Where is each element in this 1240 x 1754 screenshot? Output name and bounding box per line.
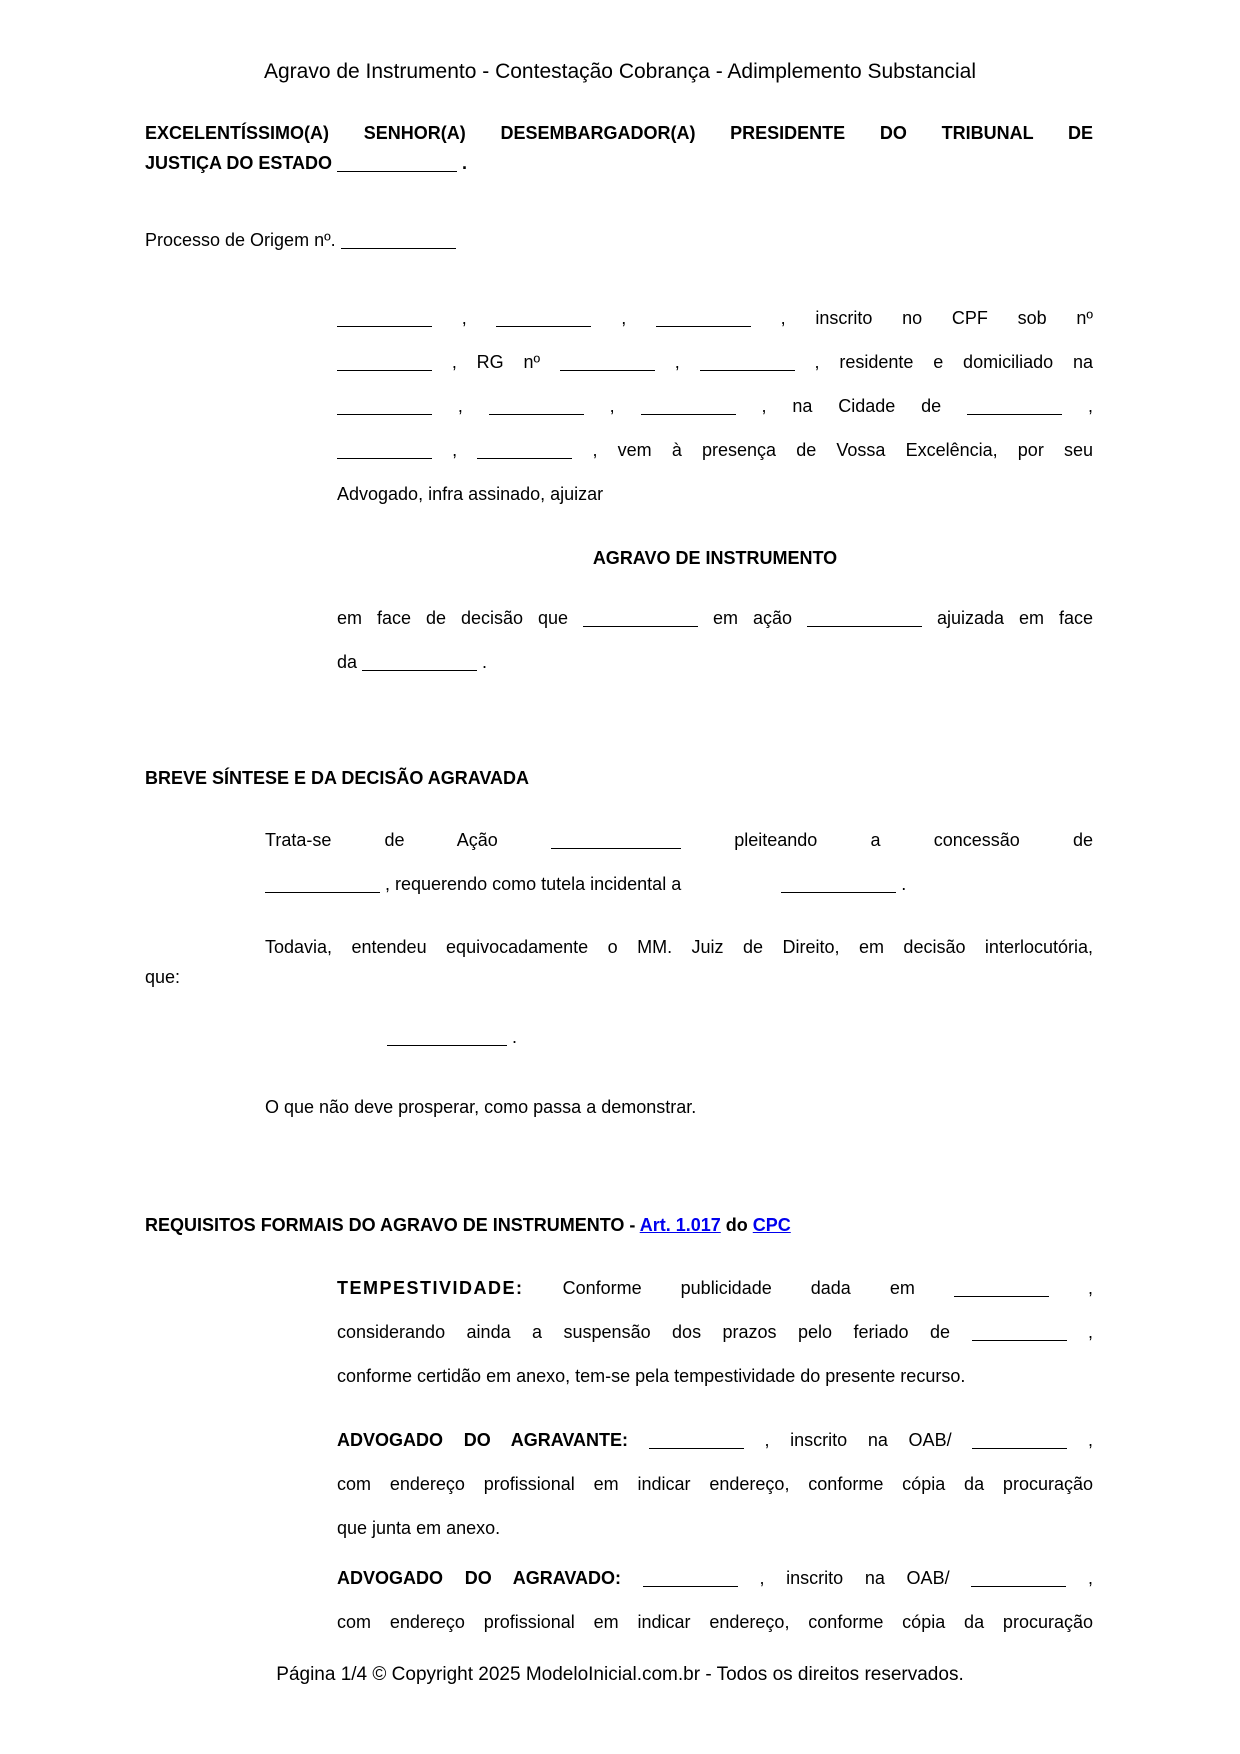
blank-field xyxy=(649,1444,744,1449)
blank-field xyxy=(972,1336,1067,1341)
blank-field xyxy=(265,888,380,893)
text-segment: , xyxy=(1087,1568,1093,1588)
blank-field xyxy=(337,454,432,459)
text-segment: , xyxy=(1087,1430,1093,1450)
tratase-paragraph xyxy=(265,818,1093,906)
qualification-paragraph xyxy=(337,296,1093,516)
text-segment: , xyxy=(1087,396,1093,416)
qualification-line xyxy=(337,428,1093,472)
blank-field xyxy=(337,167,457,172)
page-footer: Página 1/4 © Copyright 2025 ModeloInicial.com.br - Todos os direitos reservados. xyxy=(276,1664,964,1685)
text-segment: Conforme publicidade dada em xyxy=(562,1278,954,1298)
text-segment: em face de decisão que xyxy=(337,608,583,628)
text-segment: , inscrito no CPF sob nº xyxy=(780,308,1093,328)
blank-field xyxy=(583,622,698,627)
qualification-line xyxy=(337,384,1093,428)
text-segment: da xyxy=(337,652,363,672)
blank-field xyxy=(341,244,456,249)
text-segment: em ação xyxy=(712,608,807,628)
emface-paragraph xyxy=(337,596,1093,684)
advogado-agravante-paragraph xyxy=(337,1418,1093,1550)
text-segment: , RG nº xyxy=(451,352,560,372)
qualification-line: Advogado, infra assinado, ajuizar xyxy=(337,484,604,504)
agravado-line: com endereço profissional em indicar endereço, conforme cópia da procuração xyxy=(337,1612,1093,1632)
text-segment: JUSTIÇA DO ESTADO xyxy=(145,153,333,173)
requisitos-heading xyxy=(145,1203,1093,1247)
agravante-line: com endereço profissional em indicar endereço, conforme cópia da procuração xyxy=(337,1474,1093,1494)
tratase-line xyxy=(265,862,1093,906)
vocative-line-1: EXCELENTÍSSIMO(A) SENHOR(A) DESEMBARGADOR(A) PRESIDENTE DO TRIBUNAL DE xyxy=(145,123,1093,143)
text-segment: , na Cidade de xyxy=(761,396,968,416)
text-segment: , xyxy=(1087,1278,1093,1298)
text-segment: , xyxy=(621,308,656,328)
blank-field xyxy=(496,322,591,327)
blank-field xyxy=(643,1582,738,1587)
advogado-agravado-paragraph xyxy=(337,1556,1093,1644)
qualification-line xyxy=(337,340,1093,384)
tempestividade-label: TEMPESTIVIDADE: xyxy=(337,1278,524,1298)
text-segment: , xyxy=(452,440,478,460)
blank-field xyxy=(362,666,477,671)
blank-field xyxy=(387,1041,507,1046)
tempestividade-paragraph xyxy=(337,1266,1093,1398)
document-title: Agravo de Instrumento - Contestação Cobrança - Adimplemento Substancial xyxy=(263,60,977,83)
blank-field xyxy=(971,1582,1066,1587)
agravante-line: que junta em anexo. xyxy=(337,1518,501,1538)
text-segment: , inscrito na OAB/ xyxy=(764,1430,973,1450)
blank-field xyxy=(551,844,681,849)
decision-quote-blank xyxy=(387,1015,887,1059)
blank-field xyxy=(560,366,655,371)
agravante-label: ADVOGADO DO AGRAVANTE: xyxy=(337,1430,629,1450)
text-segment: , xyxy=(609,396,641,416)
text-segment: pleiteando a concessão de xyxy=(734,830,1093,850)
blank-field xyxy=(807,622,922,627)
blank-field xyxy=(656,322,751,327)
vocative-line-2 xyxy=(145,148,1093,178)
text-segment: , xyxy=(461,308,497,328)
blank-field xyxy=(641,410,736,415)
blank-field xyxy=(337,366,432,371)
blank-field xyxy=(781,888,896,893)
action-title: AGRAVO DE INSTRUMENTO xyxy=(592,548,838,568)
vocative-heading xyxy=(145,118,1093,178)
process-number-line xyxy=(145,218,1093,262)
text-segment: , requerendo como tutela incidental a xyxy=(385,874,687,894)
emface-line xyxy=(337,596,1093,640)
text-segment: ajuizada em face xyxy=(936,608,1093,628)
blank-field xyxy=(489,410,584,415)
agravante-line xyxy=(337,1418,1093,1462)
tratase-line xyxy=(265,818,1093,862)
todavia-line: que: xyxy=(145,967,181,987)
blank-field xyxy=(700,366,795,371)
cpc-link[interactable]: CPC xyxy=(752,1215,791,1235)
text-segment: REQUISITOS FORMAIS DO AGRAVO DE INSTRUMENTO - xyxy=(145,1215,640,1235)
text-segment: , xyxy=(457,396,489,416)
tempestividade-line xyxy=(337,1310,1093,1354)
text-segment: , xyxy=(1087,1322,1093,1342)
blank-field xyxy=(337,322,432,327)
todavia-paragraph xyxy=(145,932,1093,992)
text-segment: considerando ainda a suspensão dos prazos pelo feriado de xyxy=(337,1322,972,1342)
qualification-line xyxy=(337,296,1093,340)
text-segment: , xyxy=(674,352,700,372)
text-segment: Processo de Origem nº. xyxy=(145,230,336,250)
blank-field xyxy=(954,1292,1049,1297)
text-segment: . xyxy=(901,874,907,894)
text-segment: , inscrito na OAB/ xyxy=(759,1568,972,1588)
text-segment: . xyxy=(512,1027,518,1047)
agravado-line xyxy=(337,1556,1093,1600)
art-1017-link[interactable]: Art. 1.017 xyxy=(639,1215,721,1235)
text-segment: do xyxy=(720,1215,753,1235)
prosperar-line: O que não deve prosperar, como passa a demonstrar. xyxy=(265,1097,697,1117)
blank-field xyxy=(967,410,1062,415)
text-segment: . xyxy=(482,652,488,672)
blank-field xyxy=(337,410,432,415)
todavia-line: Todavia, entendeu equivocadamente o MM. Juiz de Direito, em decisão interlocutória, xyxy=(265,937,1093,957)
blank-field xyxy=(972,1444,1067,1449)
tempestividade-line xyxy=(337,1266,1093,1310)
agravado-label: ADVOGADO DO AGRAVADO: xyxy=(337,1568,622,1588)
blank-field xyxy=(477,454,572,459)
text-segment: , residente e domiciliado na xyxy=(814,352,1093,372)
text-segment: . xyxy=(462,153,468,173)
text-segment: Trata-se de Ação xyxy=(265,830,552,850)
text-segment: , vem à presença de Vossa Excelência, por seu xyxy=(592,440,1093,460)
tempestividade-line: conforme certidão em anexo, tem-se pela tempestividade do presente recurso. xyxy=(337,1366,966,1386)
emface-line xyxy=(337,640,1093,684)
sintese-heading: BREVE SÍNTESE E DA DECISÃO AGRAVADA xyxy=(145,768,530,788)
